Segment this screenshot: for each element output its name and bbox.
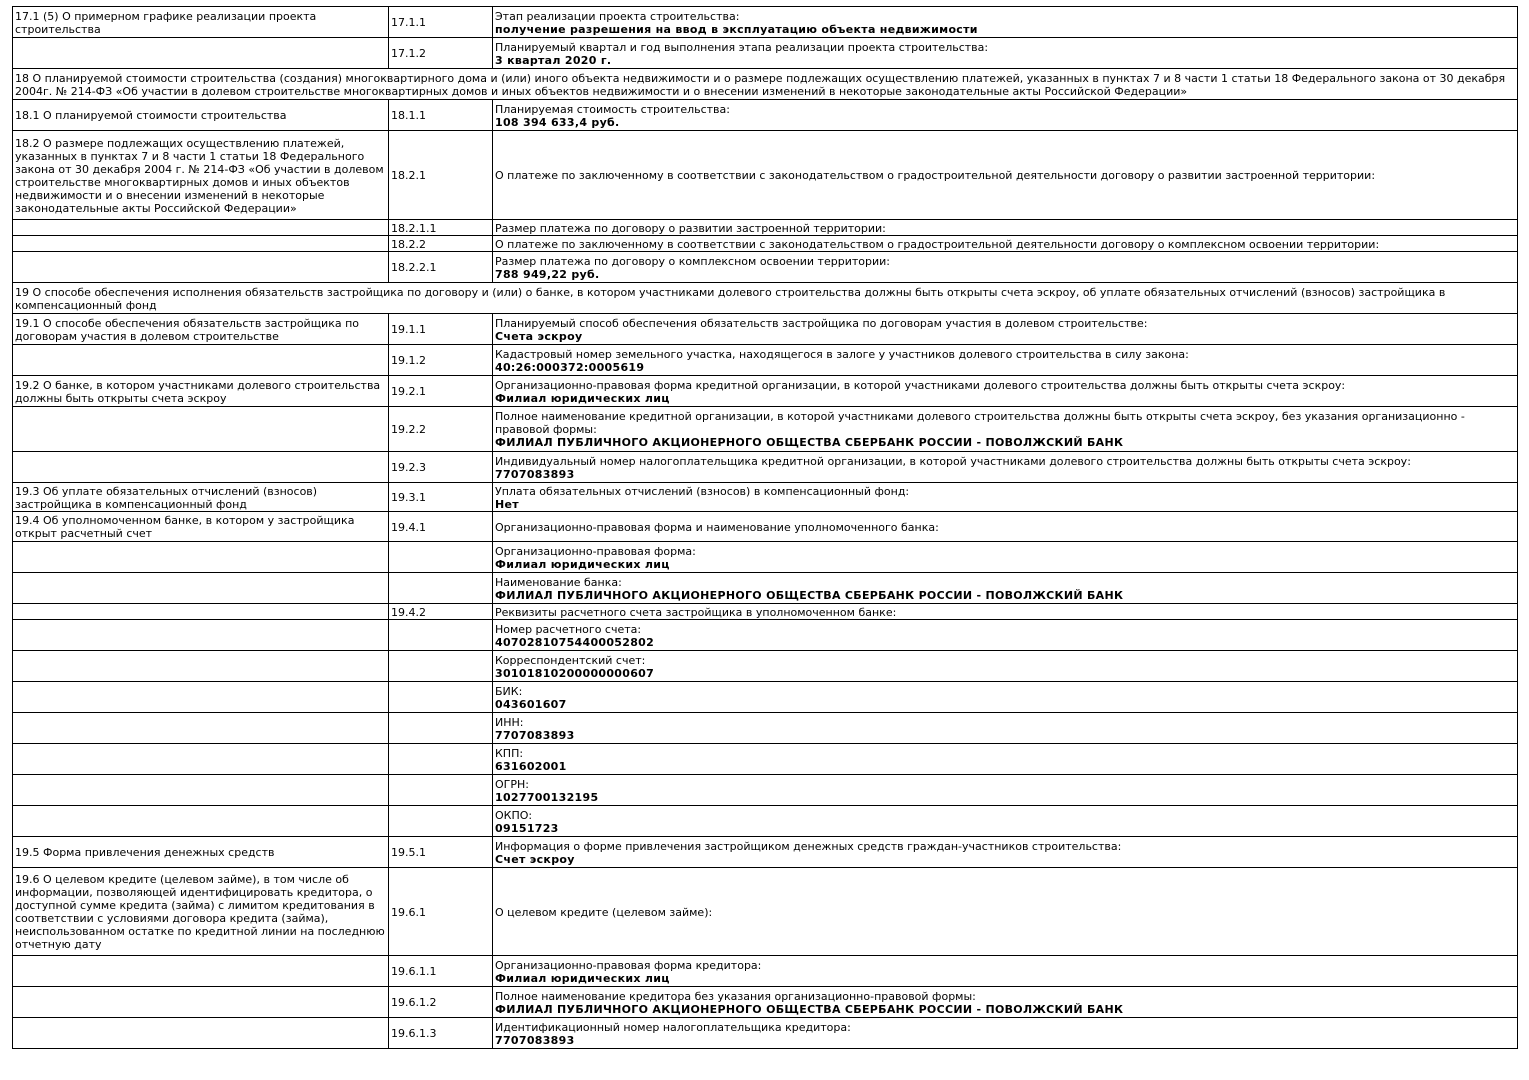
item-description: Полное наименование кредитора без указания организационно-правовой формы:: [495, 989, 976, 1003]
subsection-cell: 17.1 (5) О примерном графике реализации проекта строительства: [13, 7, 389, 38]
subsection-cell: 19.2 О банке, в котором участниками долевого строительства должны быть открыты счета эскроу: [13, 376, 389, 407]
subsection-cell: [13, 956, 389, 987]
item-code-cell: 19.6.1: [389, 868, 493, 956]
item-content-cell: [493, 220, 1518, 236]
item-description: Организационно-правовая форма и наименование уполномоченного банка:: [495, 520, 939, 534]
item-value: 108 394 633,4 руб.: [495, 115, 620, 129]
item-code-cell: [389, 651, 493, 682]
table-row: [13, 452, 1518, 483]
item-content-cell: [493, 542, 1518, 573]
subsection-cell: 19.4 Об уполномоченном банке, в котором у застройщика открыт расчетный счет: [13, 512, 389, 542]
table-row: [13, 956, 1518, 987]
item-content-cell: [493, 236, 1518, 252]
table-row: [13, 376, 1518, 407]
item-code-cell: 18.2.1.1: [389, 220, 493, 236]
item-value: 7707083893: [495, 1033, 575, 1047]
item-value: 788 949,22 руб.: [495, 267, 600, 281]
item-value: 09151723: [495, 821, 559, 835]
item-value: Счета эскроу: [495, 329, 583, 343]
table-row: [13, 252, 1518, 283]
item-code-cell: 18.2.2.1: [389, 252, 493, 283]
item-content-cell: [493, 1018, 1518, 1049]
item-value: ФИЛИАЛ ПУБЛИЧНОГО АКЦИОНЕРНОГО ОБЩЕСТВА СБЕРБАНК РОССИИ - ПОВОЛЖСКИЙ БАНК: [495, 1002, 1124, 1016]
subsection-cell: [13, 987, 389, 1018]
table-row: [13, 744, 1518, 775]
item-content-cell: [493, 868, 1518, 956]
section-header-text: 19 О способе обеспечения исполнения обязательств застройщика по договору и (или) о банке, в котором участниками долевого строительства должны быть открыты счета эскроу, об уплате обязательных отчислений (взносов) застройщика в компенсационный фонд: [13, 283, 1518, 314]
item-content-cell: [493, 987, 1518, 1018]
item-description: Организационно-правовая форма кредитной организации, в которой участниками долевого строительства должны быть открыты счета эскроу:: [495, 378, 1346, 392]
table-row: [13, 236, 1518, 252]
item-description: Идентификационный номер налогоплательщика кредитора:: [495, 1020, 851, 1034]
item-content-cell: [493, 682, 1518, 713]
item-value: Филиал юридических лиц: [495, 391, 670, 405]
item-value: 40702810754400052802: [495, 635, 655, 649]
item-code-cell: [389, 775, 493, 806]
item-description: Размер платежа по договору о комплексном освоении территории:: [495, 254, 890, 268]
item-code-cell: 19.6.1.2: [389, 987, 493, 1018]
table-row: [13, 314, 1518, 345]
item-code-cell: [389, 806, 493, 837]
subsection-cell: [13, 651, 389, 682]
item-content-cell: [493, 100, 1518, 131]
item-content-cell: [493, 38, 1518, 69]
item-description: Планируемый квартал и год выполнения этапа реализации проекта строительства:: [495, 40, 989, 54]
item-description: Размер платежа по договору о развитии застроенной территории:: [495, 221, 886, 235]
subsection-cell: [13, 744, 389, 775]
subsection-cell: [13, 620, 389, 651]
section-header-row: [13, 69, 1518, 100]
table-row: [13, 573, 1518, 604]
table-row: [13, 345, 1518, 376]
item-value: 3 квартал 2020 г.: [495, 53, 612, 67]
table-row: [13, 987, 1518, 1018]
item-content-cell: [493, 713, 1518, 744]
item-code-cell: 18.2.1: [389, 131, 493, 220]
item-description: ОГРН:: [495, 777, 529, 791]
item-description: ИНН:: [495, 715, 524, 729]
item-description: Организационно-правовая форма кредитора:: [495, 958, 762, 972]
table-row: [13, 100, 1518, 131]
subsection-cell: [13, 775, 389, 806]
item-value: Филиал юридических лиц: [495, 971, 670, 985]
section-header-row: [13, 283, 1518, 314]
item-value: ФИЛИАЛ ПУБЛИЧНОГО АКЦИОНЕРНОГО ОБЩЕСТВА СБЕРБАНК РОССИИ - ПОВОЛЖСКИЙ БАНК: [495, 436, 1124, 449]
table-row: [13, 775, 1518, 806]
item-code-cell: [389, 620, 493, 651]
item-description: ОКПО:: [495, 808, 533, 822]
item-code-cell: [389, 682, 493, 713]
item-description: Информация о форме привлечения застройщиком денежных средств граждан-участников строительства:: [495, 839, 1122, 853]
subsection-cell: [13, 604, 389, 620]
table-row: [13, 837, 1518, 868]
item-content-cell: [493, 604, 1518, 620]
table-row: [13, 407, 1518, 452]
item-value: Счет эскроу: [495, 852, 575, 866]
item-code-cell: 18.2.2: [389, 236, 493, 252]
item-value: 1027700132195: [495, 790, 599, 804]
item-description: О платеже по заключенному в соответствии с законодательством о градостроительной деятельности договору о комплексном освоении территории:: [495, 237, 1380, 251]
item-value: ФИЛИАЛ ПУБЛИЧНОГО АКЦИОНЕРНОГО ОБЩЕСТВА СБЕРБАНК РОССИИ - ПОВОЛЖСКИЙ БАНК: [495, 588, 1124, 602]
subsection-cell: 19.5 Форма привлечения денежных средств: [13, 837, 389, 868]
item-content-cell: [493, 512, 1518, 542]
item-content-cell: [493, 775, 1518, 806]
table-row: [13, 682, 1518, 713]
item-code-cell: [389, 713, 493, 744]
item-code-cell: 19.6.1.3: [389, 1018, 493, 1049]
table-row: [13, 131, 1518, 220]
item-description: Планируемая стоимость строительства:: [495, 102, 730, 116]
subsection-cell: [13, 542, 389, 573]
table-row: [13, 651, 1518, 682]
item-code-cell: 19.1.1: [389, 314, 493, 345]
subsection-cell: [13, 1018, 389, 1049]
item-description: О платеже по заключенному в соответствии с законодательством о градостроительной деятельности договору о развитии застроенной территории:: [495, 169, 1376, 182]
item-description: Полное наименование кредитной организации, в которой участниками долевого строительства должны быть открыты счета эскроу, без указания организационно - правовой формы:: [495, 410, 1465, 436]
subsection-cell: 18.2 О размере подлежащих осуществлению платежей, указанных в пунктах 7 и 8 части 1 статьи 18 Федерального закона от 30 декабря 2004 г. № 214-ФЗ «Об участии в долевом строительстве многоквартирных домов и иных объектов недвижимости и о внесении изменений в некоторые законодательные акты Российской Федерации»: [13, 131, 389, 220]
item-content-cell: [493, 7, 1518, 38]
subsection-cell: 19.3 Об уплате обязательных отчислений (взносов) застройщика в компенсационный фонд: [13, 483, 389, 512]
item-content-cell: [493, 744, 1518, 775]
table-row: [13, 542, 1518, 573]
item-code-cell: 19.6.1.1: [389, 956, 493, 987]
subsection-cell: [13, 407, 389, 452]
item-value: 043601607: [495, 697, 567, 711]
item-code-cell: 19.4.1: [389, 512, 493, 542]
table-row: [13, 7, 1518, 38]
item-value: 40:26:000372:0005619: [495, 360, 645, 374]
disclosure-table: [12, 6, 1518, 1049]
item-content-cell: [493, 837, 1518, 868]
item-description: Корреспондентский счет:: [495, 653, 646, 667]
item-content-cell: [493, 956, 1518, 987]
table-row: [13, 604, 1518, 620]
section-header-text: 18 О планируемой стоимости строительства (создания) многоквартирного дома и (или) иного объекта недвижимости и о размере подлежащих осуществлению платежей, указанных в пунктах 7 и 8 части 1 статьи 18 Федерального закона от 30 декабря 2004г. № 214-ФЗ «Об участии в долевом строительстве многоквартирных домов и иных объектов недвижимости и о внесении изменений в некоторые законодательные акты Российской Федерации»: [13, 69, 1518, 100]
table-row: [13, 1018, 1518, 1049]
item-code-cell: [389, 573, 493, 604]
item-code-cell: 19.2.3: [389, 452, 493, 483]
subsection-cell: [13, 682, 389, 713]
item-description: БИК:: [495, 684, 523, 698]
item-description: Уплата обязательных отчислений (взносов) в компенсационный фонд:: [495, 484, 910, 498]
table-row: [13, 868, 1518, 956]
item-code-cell: 19.1.2: [389, 345, 493, 376]
subsection-cell: [13, 252, 389, 283]
item-content-cell: [493, 345, 1518, 376]
item-code-cell: 17.1.2: [389, 38, 493, 69]
item-code-cell: 19.2.2: [389, 407, 493, 452]
item-code-cell: [389, 542, 493, 573]
item-description: Кадастровый номер земельного участка, находящегося в залоге у участников долевого строительства в силу закона:: [495, 347, 1189, 361]
item-content-cell: [493, 252, 1518, 283]
item-description: Наименование банка:: [495, 575, 622, 589]
item-content-cell: [493, 314, 1518, 345]
item-code-cell: [389, 744, 493, 775]
item-value: 7707083893: [495, 467, 575, 481]
item-code-cell: 17.1.1: [389, 7, 493, 38]
item-code-cell: 19.3.1: [389, 483, 493, 512]
table-row: [13, 220, 1518, 236]
table-row: [13, 713, 1518, 744]
item-value: 30101810200000000607: [495, 666, 655, 680]
item-description: Реквизиты расчетного счета застройщика в уполномоченном банке:: [495, 605, 897, 619]
item-value: Нет: [495, 497, 519, 511]
item-code-cell: 19.2.1: [389, 376, 493, 407]
item-code-cell: 19.4.2: [389, 604, 493, 620]
subsection-cell: 19.6 О целевом кредите (целевом займе), в том числе об информации, позволяющей идентифицировать кредитора, о доступной сумме кредита (займа) с лимитом кредитования в соответствии с условиями договора кредита (займа), неиспользованном остатке по кредитной линии на последнюю отчетную дату: [13, 868, 389, 956]
subsection-cell: 18.1 О планируемой стоимости строительства: [13, 100, 389, 131]
item-description: КПП:: [495, 746, 524, 760]
table-row: [13, 806, 1518, 837]
item-code-cell: 19.5.1: [389, 837, 493, 868]
subsection-cell: [13, 38, 389, 69]
item-content-cell: [493, 651, 1518, 682]
table-row: [13, 38, 1518, 69]
subsection-cell: [13, 573, 389, 604]
item-value: 7707083893: [495, 728, 575, 742]
item-code-cell: 18.1.1: [389, 100, 493, 131]
subsection-cell: [13, 452, 389, 483]
item-description: Этап реализации проекта строительства:: [495, 9, 740, 23]
item-value: Филиал юридических лиц: [495, 557, 670, 571]
item-content-cell: [493, 620, 1518, 651]
item-description: Номер расчетного счета:: [495, 622, 642, 636]
item-content-cell: [493, 131, 1518, 220]
item-description: Планируемый способ обеспечения обязательств застройщика по договорам участия в долевом строительстве:: [495, 316, 1148, 330]
item-content-cell: [493, 452, 1518, 483]
item-content-cell: [493, 573, 1518, 604]
table-row: [13, 512, 1518, 542]
subsection-cell: [13, 345, 389, 376]
table-row: [13, 483, 1518, 512]
item-content-cell: [493, 483, 1518, 512]
item-description: Организационно-правовая форма:: [495, 544, 696, 558]
item-description: О целевом кредите (целевом займе):: [495, 905, 713, 919]
disclosure-table-body: [13, 7, 1518, 1049]
item-content-cell: [493, 407, 1518, 452]
subsection-cell: [13, 220, 389, 236]
item-content-cell: [493, 806, 1518, 837]
subsection-cell: 19.1 О способе обеспечения обязательств застройщика по договорам участия в долевом строительстве: [13, 314, 389, 345]
table-row: [13, 620, 1518, 651]
item-description: Индивидуальный номер налогоплательщика кредитной организации, в которой участниками долевого строительства должны быть открыты счета эскроу:: [495, 454, 1411, 468]
item-value: получение разрешения на ввод в эксплуатацию объекта недвижимости: [495, 22, 978, 36]
subsection-cell: [13, 713, 389, 744]
subsection-cell: [13, 806, 389, 837]
item-value: 631602001: [495, 759, 567, 773]
subsection-cell: [13, 236, 389, 252]
item-content-cell: [493, 376, 1518, 407]
